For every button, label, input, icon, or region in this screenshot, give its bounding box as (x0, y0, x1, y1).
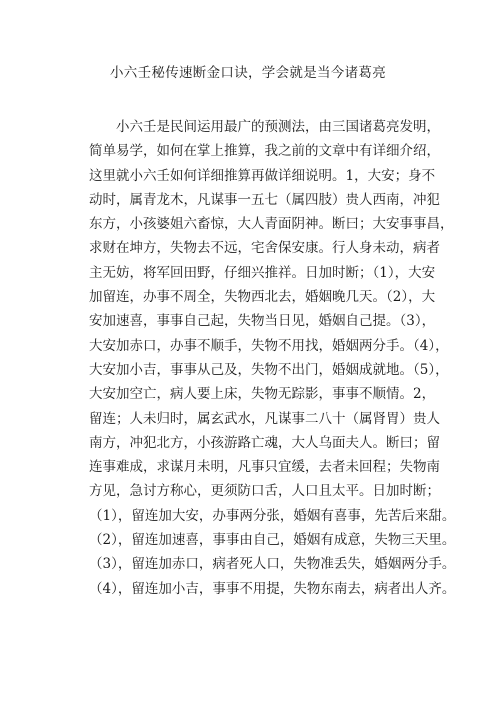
body-line: 加留连，办事不周全，失物西北去，婚姻晚几天。（2），大 (89, 289, 436, 306)
body-line: 连事难成，求谋月未明，凡事只宜缓，去者未回程；失物南 (89, 459, 440, 476)
body-line: （2），留连加速喜，事事由自己，婚姻有成意，失物三天里。 (89, 532, 456, 549)
body-line: 大安加小吉，事事从己及，失物不出门，婚姻成就地。（5）， (89, 361, 449, 378)
body-line: （4），留连加小吉，事事不用提，失物东南去，病者出人齐。 (89, 580, 456, 597)
body-line: 求财在坤方，失物去不远，宅舍保安康。行人身未动，病者 (89, 240, 440, 257)
body-line: （1），留连加大安，办事两分张，婚姻有喜事，先苦后来甜。 (89, 507, 456, 524)
body-line: 这里就小六壬如何详细推算再做详细说明。1，大安；身不 (89, 167, 436, 184)
body-line: 动时，属青龙木，凡谋事一五七（属四肢）贵人西南，冲犯 (89, 191, 440, 208)
body-line: 方见，急讨方称心，更须防口舌，人口且太平。日加时断； (89, 483, 440, 500)
body-line: 大安加赤口，办事不顺手，失物不用找，婚姻两分手。（4）， (89, 337, 449, 354)
body-line: 留连；人未归时，属玄武水，凡谋事二八十（属肾胃）贵人 (89, 410, 440, 427)
body-line: 东方，小孩婆姐六畜惊，大人青面阴神。断曰；大安事事昌， (89, 216, 454, 233)
body-line: 安加速喜，事事自己起，失物当日见，婚姻自己提。（3）， (89, 313, 436, 330)
body-line: 简单易学，如何在掌上推算，我之前的文章中有详细介绍， (89, 143, 440, 160)
body-line: 主无妨，将军回田野，仔细兴推祥。日加时断；（1），大安 (89, 264, 436, 281)
document-title: 小六壬秘传速断金口诀，学会就是当今诸葛亮 (110, 65, 386, 81)
document-body (89, 115, 456, 601)
body-line: 大安加空亡，病人要上床，失物无踪影，事事不顺情。2， (89, 386, 436, 403)
body-line: （3），留连加赤口，病者死人口，失物准丢失，婚姻两分手。 (89, 556, 456, 573)
body-line: 小六壬是民间运用最广的预测法，由三国诸葛亮发明， (116, 119, 440, 135)
body-line: 南方，冲犯北方，小孩游路亡魂，大人乌面夫人。断曰；留 (89, 434, 440, 451)
